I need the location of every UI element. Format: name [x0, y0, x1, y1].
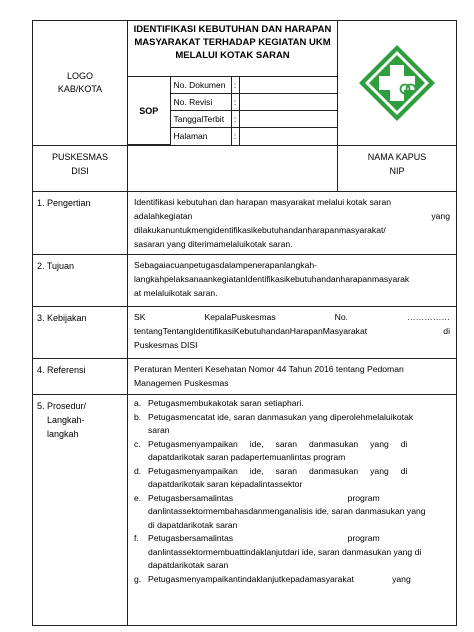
list-item: a. Petugasmembukakotak saran setiaphari. [134, 398, 304, 408]
section-label-pengertian: 1. Pengertian [33, 192, 128, 255]
section-content-kebijakan: SK KepalaPuskesmas No. …………… tentangTentangIdentifikasiKebutuhandanHarapanMasyarakat di Puskesmas DISI [128, 307, 457, 359]
section-content-pengertian: Identifikasi kebutuhan dan harapan masyarakat melalui kotak saran adalahkegiatan yang dilakukanuntukmengidentifikasikebutuhandanharapanmasyarakat/ sasaran yang diterimamelaluikotak saran. [128, 192, 457, 255]
puskesmas-logo-cell [338, 21, 457, 146]
list-item: e. Petugasbersamalintas program danlintassektormembahasdanmenganalisis ide, saran danmasukan yang di dapatdarikotak saran [134, 492, 426, 530]
section-label-referensi: 4. Referensi [33, 359, 128, 395]
meta-no-dokumen-value [239, 77, 337, 94]
sop-document [32, 20, 456, 620]
list-item: b. Petugasmencatat ide, saran danmasukan yang diperolehmelaluikotak saran [134, 411, 414, 435]
list-item: f. Petugasbersamalintas program danlintassektormembuattindaklanjutdari ide, saran danmasukan yang di dapatdarikotak saran [134, 533, 422, 570]
sop-table [32, 20, 457, 626]
meta-tanggal-terbit-value [239, 111, 337, 128]
section-label-tujuan: 2. Tujuan [33, 255, 128, 307]
list-item: d. Petugasmenyampaikan ide, saran danmasukan yang di dapatdarikotak saran kepadalintassektor [134, 465, 408, 489]
kapus-cell: NAMA KAPUS NIP [338, 146, 457, 192]
document-title: IDENTIFIKASI KEBUTUHAN DAN HARAPAN MASYARAKAT TERHADAP KEGIATAN UKM MELALUI KOTAK SARAN [133, 24, 332, 61]
title-block [128, 21, 338, 146]
meta-halaman: Halaman [170, 128, 231, 145]
sop-label: SOP [128, 77, 170, 145]
puskesmas-logo-icon [355, 41, 439, 125]
logo-kabkota-cell [33, 21, 128, 146]
section-label-prosedur: 5. Prosedur/ Langkah- langkah [33, 395, 128, 626]
meta-no-revisi-value [239, 94, 337, 111]
section-content-tujuan: Sebagaiacuanpetugasdalampenerapanlangkah- langkahpelaksanaankegiatanIdentifikasikebutuhandanharapanmasyarak at melaluikotak saran. [128, 255, 457, 307]
sop-meta-table: SOP No. Dokumen : No. Revisi : TanggalTerbit : Halaman : [128, 76, 337, 145]
meta-no-dokumen: No. Dokumen [170, 77, 231, 94]
meta-halaman-value [239, 128, 337, 145]
list-item: c. Petugasmenyampaikan ide, saran danmasukan yang di dapatdarikotak saran padapertemuanlintas program [134, 438, 408, 462]
section-label-kebijakan: 3. Kebijakan [33, 307, 128, 359]
list-item: g. Petugasmenyampaikantindaklanjutkepadamasyarakat yang [134, 573, 411, 584]
prosedur-steps [134, 397, 450, 586]
kabkota-label: KAB/KOTA [57, 84, 103, 94]
section-content-prosedur [128, 395, 457, 626]
section-content-referensi: Peraturan Menteri Kesehatan Nomor 44 Tahun 2016 tentang Pedoman Managemen Puskesmas [128, 359, 457, 395]
logo-label: LOGO [66, 71, 93, 81]
signature-area [128, 146, 338, 192]
meta-no-revisi: No. Revisi [170, 94, 231, 111]
puskesmas-cell: PUSKESMAS DISI [33, 146, 128, 192]
meta-tanggal-terbit: TanggalTerbit [170, 111, 231, 128]
